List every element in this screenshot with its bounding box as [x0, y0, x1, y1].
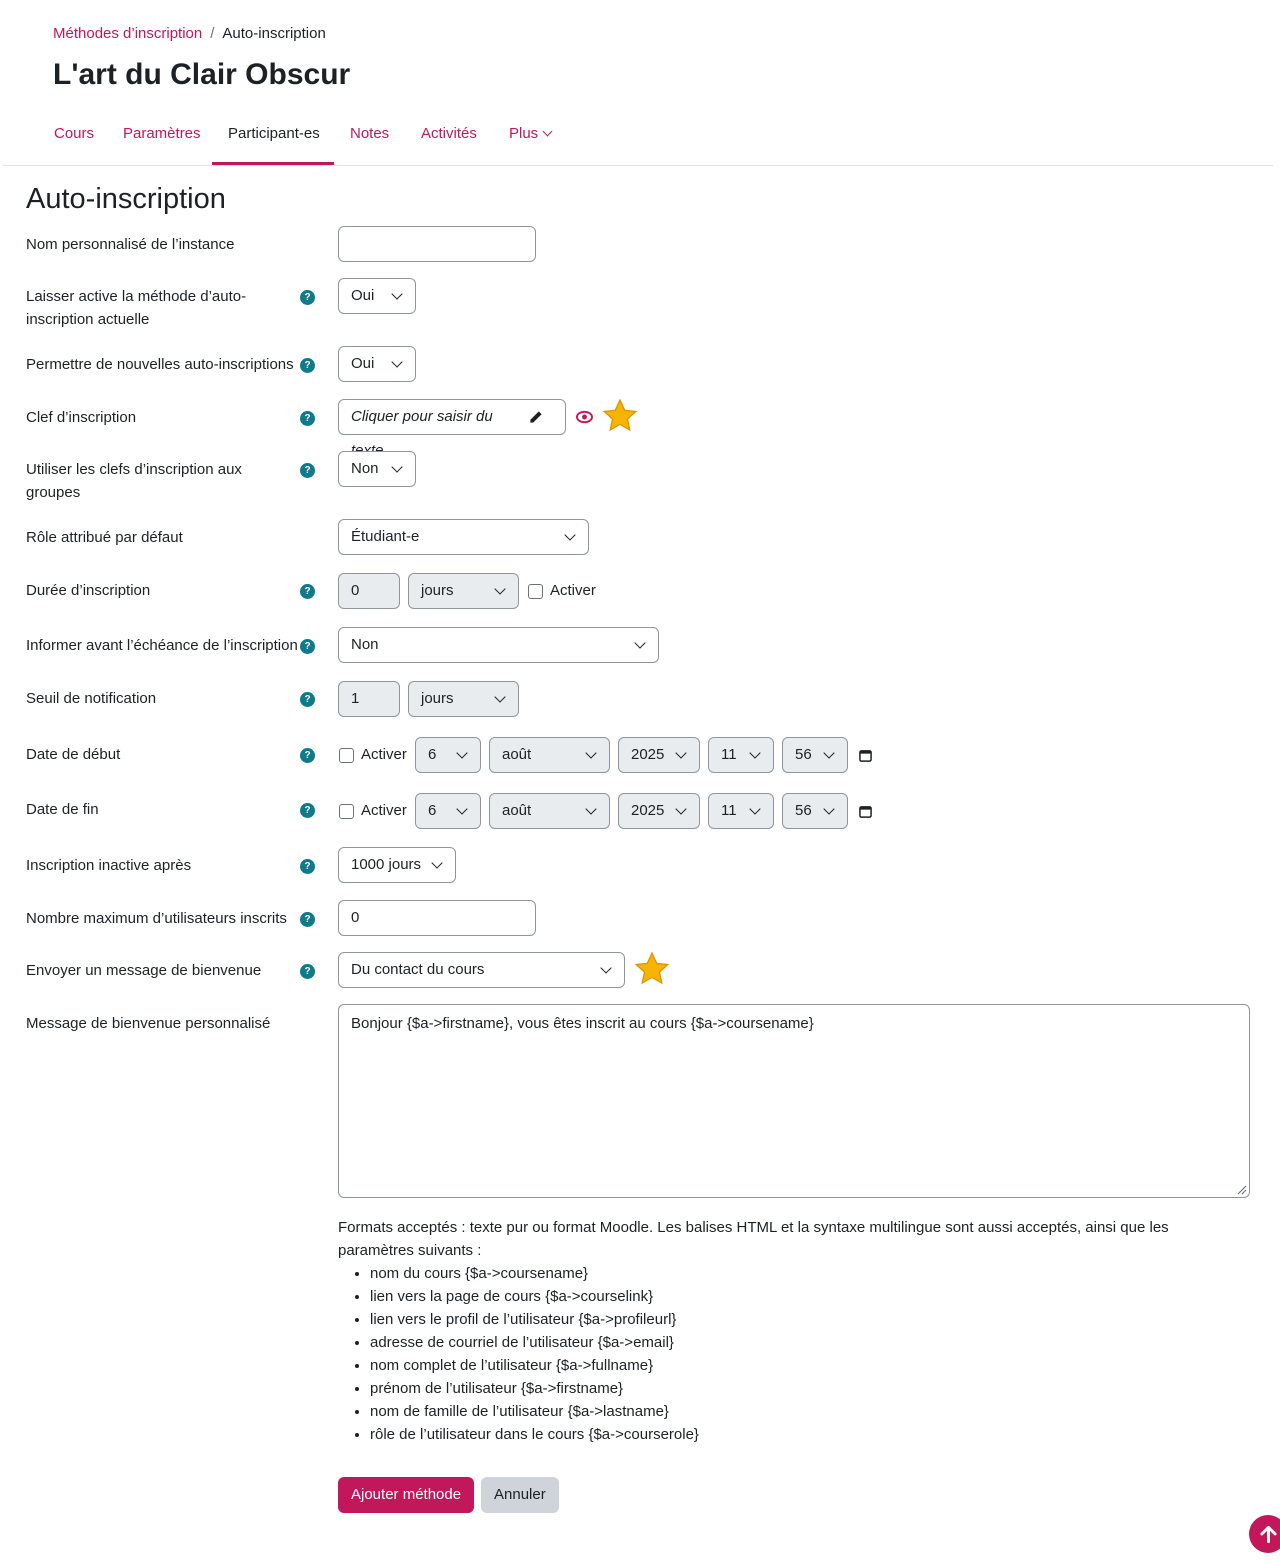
- eye-icon[interactable]: [576, 410, 593, 424]
- chevron-down-icon: [675, 747, 686, 758]
- help-icon[interactable]: ?: [300, 411, 315, 426]
- help-icon[interactable]: ?: [300, 584, 315, 599]
- chevron-down-icon: [749, 747, 760, 758]
- chevron-down-icon: [391, 356, 402, 367]
- chevron-down-icon: [675, 803, 686, 814]
- start-date-enable-label: Activer: [361, 746, 407, 763]
- list-item: • lien vers la page de cours {$a->courselink}: [370, 1285, 1238, 1308]
- breadcrumb-current: Auto-inscription: [222, 25, 326, 42]
- chevron-down-icon: [564, 529, 575, 540]
- end-day-value: 6: [428, 802, 437, 819]
- duration-enable-label: Activer: [550, 582, 596, 599]
- threshold-input[interactable]: 1: [338, 681, 400, 717]
- inactive-after-select[interactable]: [338, 847, 456, 883]
- threshold-unit-value: jours: [421, 690, 454, 707]
- tab-plus-label: Plus: [509, 125, 539, 142]
- label-threshold: Seuil de notification: [26, 690, 157, 707]
- label-end-date: Date de fin: [26, 801, 99, 818]
- chevron-down-icon: [391, 461, 402, 472]
- allow-new-value: Oui: [351, 355, 375, 372]
- max-users-input[interactable]: 0: [338, 900, 536, 936]
- allow-new-select[interactable]: [338, 346, 416, 382]
- end-month-value: août: [502, 802, 532, 819]
- add-method-button[interactable]: Ajouter méthode: [338, 1477, 474, 1513]
- help-icon[interactable]: ?: [300, 964, 315, 979]
- cancel-button[interactable]: Annuler: [481, 1477, 559, 1513]
- calendar-icon[interactable]: [859, 805, 872, 818]
- list-item: • rôle de l’utilisateur dans le cours {$a->courserole}: [370, 1423, 1238, 1446]
- start-day-value: 6: [428, 746, 437, 763]
- end-minute-value: 56: [795, 802, 812, 819]
- chevron-down-icon: [543, 127, 553, 137]
- chevron-down-icon: [431, 857, 442, 868]
- duration-enable-checkbox[interactable]: [528, 584, 543, 599]
- start-month-value: août: [502, 746, 532, 763]
- help-icon[interactable]: ?: [300, 358, 315, 373]
- pencil-icon: [528, 410, 543, 425]
- tab-plus[interactable]: [509, 125, 551, 142]
- end-hour-value: 11: [721, 802, 737, 819]
- label-enrol-key: Clef d’inscription: [26, 409, 137, 426]
- chevron-down-icon: [634, 637, 645, 648]
- placeholder-list: [338, 1262, 1238, 1446]
- enrol-key-input[interactable]: [338, 399, 566, 435]
- calendar-icon[interactable]: [859, 749, 872, 762]
- back-to-top-button[interactable]: [1249, 1515, 1280, 1553]
- label-welcome-message: Message de bienvenue personnalisé: [26, 1015, 271, 1032]
- welcome-send-value: Du contact du cours: [351, 961, 485, 978]
- enrol-key-placeholder: Cliquer pour saisir du: [351, 408, 493, 425]
- end-minute-select[interactable]: [782, 793, 848, 829]
- chevron-down-icon: [456, 747, 467, 758]
- end-date-enable-checkbox[interactable]: [339, 804, 354, 819]
- label-group-keys: Utiliser les clefs d’inscription aux groupes: [26, 461, 242, 501]
- label-instance-name: Nom personnalisé de l’instance: [26, 236, 235, 253]
- help-icon[interactable]: ?: [300, 803, 315, 818]
- help-intro: Formats acceptés : texte pur ou format Moodle. Les balises HTML et la syntaxe multilingue sont aussi acceptés, ainsi que les paramètres suivants :: [338, 1219, 1169, 1259]
- default-role-value: Étudiant-e: [351, 528, 420, 545]
- start-date-enable-checkbox[interactable]: [339, 748, 354, 763]
- label-inactive-after: Inscription inactive après: [26, 857, 192, 874]
- welcome-help-text: [338, 1216, 1238, 1446]
- chevron-down-icon: [494, 691, 505, 702]
- help-icon[interactable]: ?: [300, 692, 315, 707]
- arrow-up-icon: [1259, 1524, 1278, 1544]
- start-day-select[interactable]: [415, 737, 481, 773]
- breadcrumb-separator: /: [210, 25, 215, 42]
- end-day-select[interactable]: [415, 793, 481, 829]
- help-icon[interactable]: ?: [300, 639, 315, 654]
- end-date-enable-label: Activer: [361, 802, 407, 819]
- label-duration: Durée d’inscription: [26, 582, 151, 599]
- instance-name-input[interactable]: [338, 226, 536, 262]
- star-icon: [602, 398, 638, 434]
- chevron-down-icon: [456, 803, 467, 814]
- list-item: • nom de famille de l’utilisateur {$a->lastname}: [370, 1400, 1238, 1423]
- chevron-down-icon: [585, 747, 596, 758]
- end-hour-select[interactable]: [708, 793, 774, 829]
- list-item: • prénom de l’utilisateur {$a->firstname}: [370, 1377, 1238, 1400]
- start-hour-value: 11: [721, 746, 737, 763]
- list-item: • nom du cours {$a->coursename}: [370, 1262, 1238, 1285]
- label-welcome-send: Envoyer un message de bienvenue: [26, 962, 262, 979]
- chevron-down-icon: [391, 288, 402, 299]
- welcome-send-select[interactable]: [338, 952, 625, 988]
- chevron-down-icon: [823, 747, 834, 758]
- default-role-select[interactable]: [338, 519, 589, 555]
- group-keys-select[interactable]: [338, 451, 416, 487]
- breadcrumb: [53, 25, 326, 42]
- start-year-value: 2025: [631, 746, 665, 763]
- page-heading: Auto-inscription: [26, 183, 226, 215]
- help-icon[interactable]: ?: [300, 859, 315, 874]
- duration-unit-value: jours: [421, 582, 454, 599]
- start-hour-select[interactable]: [708, 737, 774, 773]
- start-month-select[interactable]: [489, 737, 610, 773]
- chevron-down-icon: [585, 803, 596, 814]
- help-icon[interactable]: ?: [300, 748, 315, 763]
- welcome-message-textarea[interactable]: [338, 1004, 1250, 1198]
- list-item: • nom complet de l’utilisateur {$a->fullname}: [370, 1354, 1238, 1377]
- label-notify: Informer avant l’échéance de l’inscription: [26, 637, 298, 654]
- chevron-down-icon: [600, 962, 611, 973]
- keep-active-select[interactable]: [338, 278, 416, 314]
- tab-cours[interactable]: Cours: [54, 125, 95, 142]
- chevron-down-icon: [494, 583, 505, 594]
- star-icon: [634, 951, 670, 987]
- label-max-users: Nombre maximum d’utilisateurs inscrits: [26, 910, 287, 927]
- keep-active-value: Oui: [351, 287, 375, 304]
- label-default-role: Rôle attribué par défaut: [26, 529, 183, 546]
- resize-handle-icon[interactable]: [1235, 1183, 1247, 1195]
- course-title: L'art du Clair Obscur: [53, 58, 351, 91]
- list-item: • lien vers le profil de l’utilisateur {$a->profileurl}: [370, 1308, 1238, 1331]
- start-minute-select[interactable]: [782, 737, 848, 773]
- label-allow-new: Permettre de nouvelles auto-inscriptions: [26, 356, 294, 373]
- chevron-down-icon: [823, 803, 834, 814]
- active-tab-indicator: [212, 162, 334, 165]
- group-keys-value: Non: [351, 460, 379, 477]
- start-year-select[interactable]: [618, 737, 700, 773]
- welcome-message-value: Bonjour {$a->firstname}, vous êtes inscrit au cours {$a->coursename}: [351, 1015, 814, 1032]
- end-year-select[interactable]: [618, 793, 700, 829]
- tab-participants[interactable]: Participant-es: [228, 125, 320, 142]
- end-year-value: 2025: [631, 802, 665, 819]
- duration-input[interactable]: 0: [338, 573, 400, 609]
- chevron-down-icon: [749, 803, 760, 814]
- help-icon[interactable]: ?: [300, 290, 315, 305]
- threshold-unit-select[interactable]: [408, 681, 519, 717]
- inactive-after-value: 1000 jours: [351, 856, 422, 873]
- notify-select[interactable]: [338, 627, 659, 663]
- list-item: • adresse de courriel de l’utilisateur {$a->email}: [370, 1331, 1238, 1354]
- end-month-select[interactable]: [489, 793, 610, 829]
- duration-unit-select[interactable]: [408, 573, 519, 609]
- help-icon[interactable]: ?: [300, 912, 315, 927]
- tab-notes[interactable]: Notes: [350, 125, 390, 142]
- help-icon[interactable]: ?: [300, 463, 315, 478]
- tab-parametres[interactable]: Paramètres: [123, 125, 201, 142]
- course-nav-tabs: [3, 112, 1273, 166]
- breadcrumb-link-enrol-methods[interactable]: Méthodes d’inscription: [53, 25, 203, 42]
- tab-activites[interactable]: Activités: [421, 125, 477, 142]
- notify-value: Non: [351, 636, 379, 653]
- start-minute-value: 56: [795, 746, 812, 763]
- label-start-date: Date de début: [26, 746, 121, 763]
- label-keep-active: Laisser active la méthode d’auto-inscription actuelle: [26, 288, 247, 328]
